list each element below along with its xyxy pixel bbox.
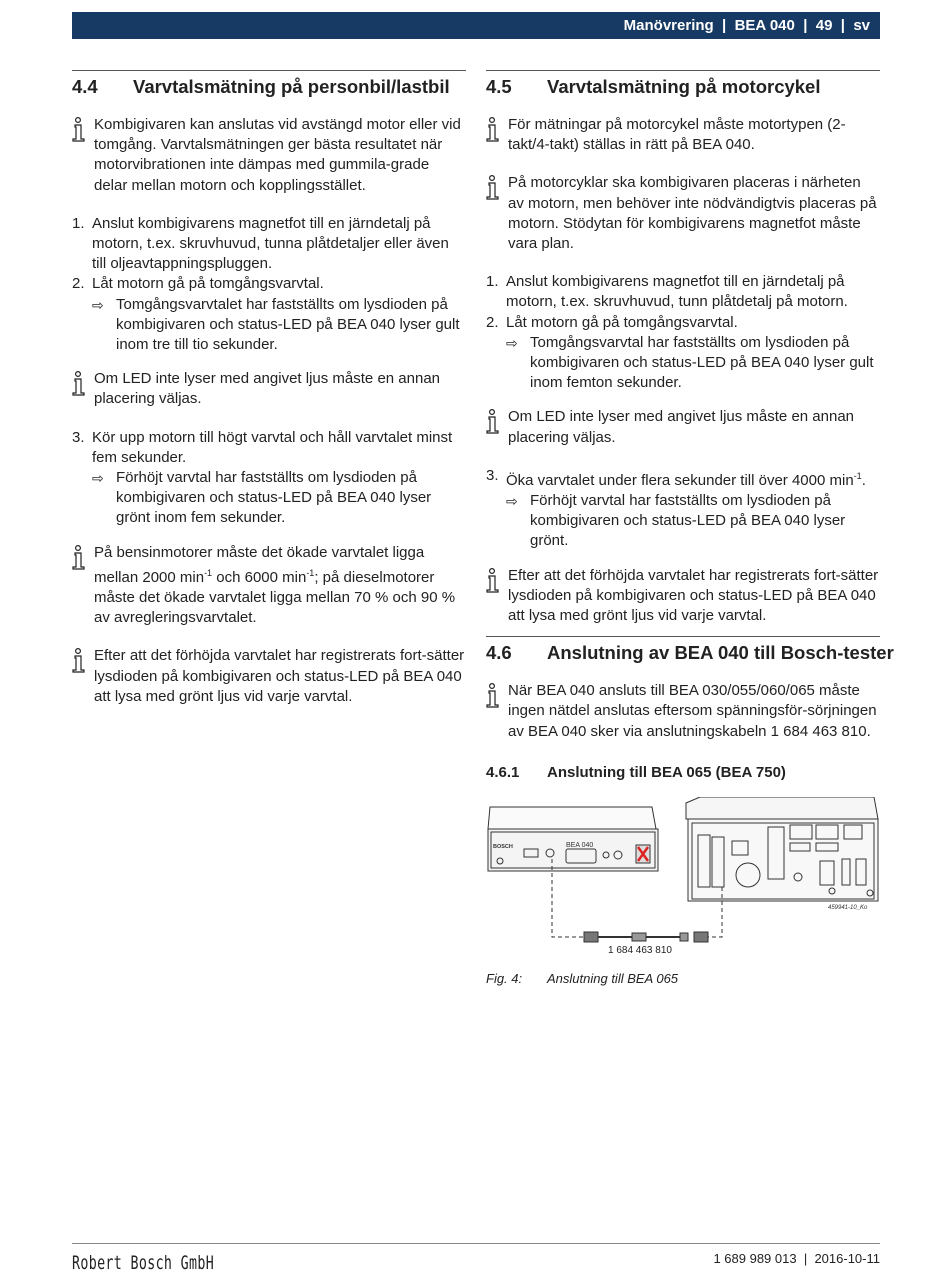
step-item [72, 274, 466, 294]
doc-number: 1 689 989 013 [713, 1251, 797, 1266]
bea-040-label: BEA 040 [566, 841, 594, 849]
info-note [72, 369, 466, 409]
note-text: Kombigivaren kan anslutas vid avstängd motor eller vid tomgång. Varvtalsmätningen ger bästa resultatet när motorvibrationen inte dämpas med gummila-grade delar mellan motorn och kopplingsstället. [94, 116, 461, 194]
note-text: Efter att det förhöjda varvtalet har registrerats fort-sätter lysdioden på kombigivaren och status-LED på BEA 040 att lysa med grönt ljus vid varje varvtal. [508, 566, 879, 625]
section-heading: Varvtalsmätning på motorcykel [547, 76, 821, 97]
right-column [486, 70, 894, 986]
note-text: Om LED inte lyser med angivet ljus måste en annan placering väljas. [94, 370, 441, 408]
result-text: Förhöjt varvtal har fastställts om lysdioden på kombigivaren och status-LED på BEA 040 lyser grönt inom fem sekunder. [116, 469, 432, 527]
figure-caption [486, 971, 880, 986]
info-icon [486, 681, 508, 742]
info-icon [72, 646, 94, 707]
bosch-brand-label: BOSCH [493, 843, 513, 850]
header-page: 49 [815, 17, 833, 34]
note-text: På motorcyklar ska kombigivaren placeras i närheten av motorn, men behöver inte nödvändigtvis placeras på motorn. Stödytan för kombigivarens magnetfot måste vara plan. [508, 174, 877, 253]
result-text: Tomgångsvarvtal har fastställts om lysdioden på kombigivaren och status-LED på BEA 040 lyser gult inom femton sekunder. [530, 333, 874, 392]
step-item [486, 272, 880, 312]
step-text: Kör upp motorn till högt varvtal och håll varvtalet minst fem sekunder. [92, 428, 453, 466]
step-number: 1. [72, 214, 85, 232]
connection-diagram [486, 797, 880, 967]
step-text: Anslut kombigivarens magnetfot till en järndetalj på motorn, t.ex. skruvhuvud, tunna plåtdetaljer eller även till oljeavtappningspluggen. [92, 214, 449, 273]
step-number: 1. [486, 273, 499, 291]
note-text: Om LED inte lyser med angivet ljus måste en annan placering väljas. [508, 408, 855, 446]
result-item [72, 468, 466, 529]
step-item [486, 313, 880, 333]
step-text: Anslut kombigivarens magnetfot till en järndetalj på motorn, t.ex. skruvhuvud, tunn plåtdetalj på motorn. [506, 273, 848, 311]
bea-040-device [488, 807, 658, 871]
cable-part-number: 1 684 463 810 [608, 944, 672, 956]
section-number: 4.6 [486, 642, 512, 664]
figure-label: Fig. 4: [486, 970, 523, 986]
step-text: Öka varvtalet under flera sekunder till över 4000 $\min^{-1}$. [506, 470, 866, 489]
info-icon [486, 566, 508, 627]
step-item [486, 466, 880, 491]
footer-info [713, 1251, 880, 1266]
subsection-number: 4.6.1 [486, 763, 520, 781]
bosch-logo: Robert Bosch GmbH [72, 1252, 215, 1274]
info-icon [486, 407, 508, 447]
info-note [72, 646, 466, 707]
subsection-heading: Anslutning till BEA 065 (BEA 750) [547, 763, 786, 781]
result-item [486, 333, 880, 394]
left-column [72, 70, 466, 725]
step-text: Låt motorn gå på tomgångsvarvtal. [92, 275, 324, 293]
info-note [72, 115, 466, 196]
step-number: 3. [486, 466, 499, 484]
info-note [72, 543, 466, 629]
step-item [72, 428, 466, 468]
connection-figure [486, 797, 880, 967]
note-text: När BEA 040 ansluts till BEA 030/055/060/065 måste ingen nätdel anslutas eftersom spänningsför-sörjningen av BEA 040 sker via anslutningskabeln 1 684 463 810. [508, 682, 877, 740]
info-note [486, 566, 880, 627]
result-arrow-icon: ⇨ [506, 334, 518, 351]
header-lang: sv [853, 17, 870, 34]
footer-divider [72, 1243, 880, 1244]
step-number: 3. [72, 428, 85, 446]
info-icon [72, 369, 94, 409]
result-text: Förhöjt varvtal har fastställts om lysdioden på kombigivaren och status-LED på BEA 040 lyser grönt. [530, 492, 846, 550]
image-code-label: 459941-10_Ko [828, 904, 868, 911]
subsection-title-4-6-1 [486, 764, 880, 781]
step-number: 2. [72, 275, 85, 293]
header-section: Manövrering [623, 17, 714, 34]
section-heading: Anslutning av BEA 040 till Bosch-tester [547, 642, 894, 664]
bea-065-tester [686, 797, 878, 901]
result-item [72, 295, 466, 356]
note-text: För mätningar på motorcykel måste motortypen (2-takt/4-takt) ställas in rätt på BEA 040. [508, 116, 846, 154]
info-icon [486, 173, 508, 254]
step-item [72, 214, 466, 275]
section-number: 4.5 [486, 76, 512, 97]
info-icon [72, 115, 94, 196]
note-text: På bensinmotorer måste det ökade varvtalet ligga mellan 2000 $\min^{-1}$ och 6000 $\min^{-1}$; på dieselmotorer måste det ökade varvtalet ligga mellan 70 % och 90 % av avregleringsvarvtalet. [94, 543, 456, 627]
header-model: BEA 040 [734, 17, 795, 34]
result-text: Tomgångsvarvtalet har fastställts om lysdioden på kombigivaren och status-LED på BEA 040 lyser gult inom tre till tio sekunder. [116, 295, 460, 354]
info-icon [72, 543, 94, 629]
note-text: Efter att det förhöjda varvtalet har registrerats fort-sätter lysdioden på kombigivaren och status-LED på BEA 040 att lysa med grönt ljus vid varje varvtal. [94, 647, 465, 705]
step-number: 2. [486, 313, 499, 331]
doc-date: 2016-10-11 [814, 1251, 880, 1266]
section-title-4-5 [486, 70, 880, 99]
section-title-4-4 [72, 70, 466, 99]
section-number: 4.4 [72, 76, 98, 97]
figure-caption-text: Anslutning till BEA 065 [547, 970, 679, 986]
result-arrow-icon: ⇨ [92, 470, 104, 487]
info-icon [486, 115, 508, 155]
info-note [486, 115, 880, 155]
result-item [486, 491, 880, 552]
info-note [486, 407, 880, 447]
section-title-4-6 [486, 636, 894, 665]
info-note [486, 681, 880, 742]
footer-separator: | [803, 1251, 808, 1266]
section-heading: Varvtalsmätning på personbil/lastbil [133, 76, 450, 97]
result-arrow-icon: ⇨ [92, 296, 104, 313]
page-header-bar: Manövrering | BEA 040 | 49 | sv [72, 12, 880, 39]
step-text: Låt motorn gå på tomgångsvarvtal. [506, 313, 738, 331]
info-note [486, 173, 880, 254]
result-arrow-icon: ⇨ [506, 493, 518, 510]
